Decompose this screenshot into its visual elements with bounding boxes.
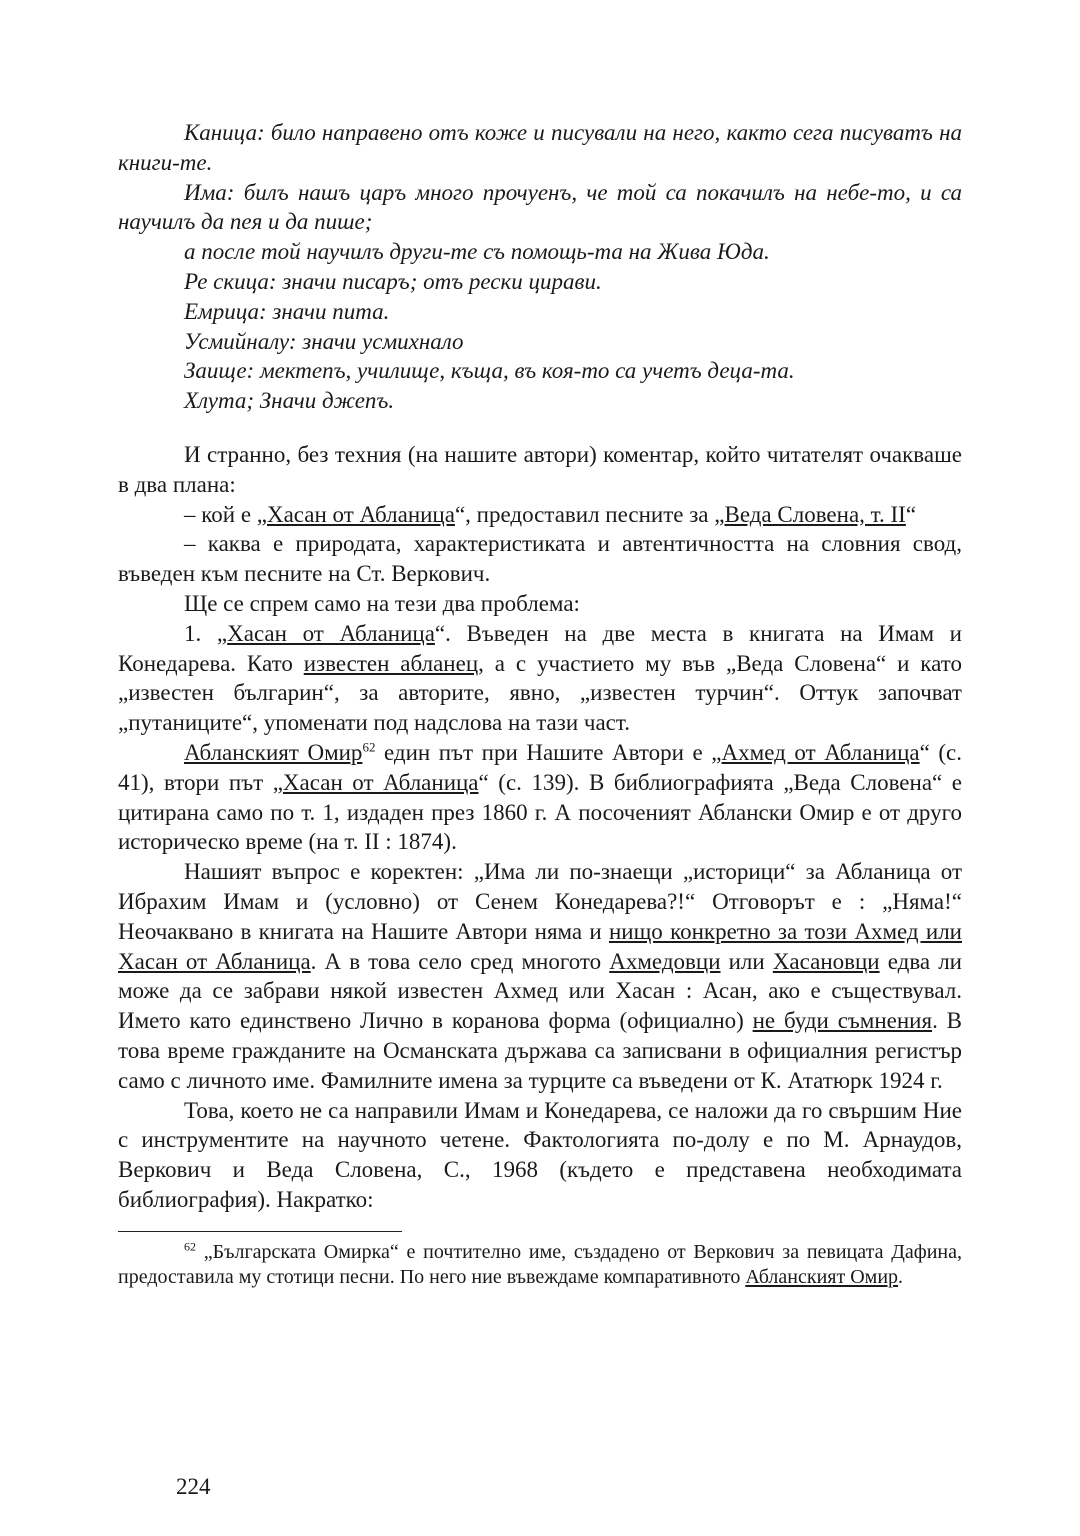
paragraph-two-problems: Ще се спрем само на тези два проблема: (184, 590, 580, 616)
text-run: , а с участието му във „Веда Словена“ и като „известен българин“, за авторите, явно, „известен турчин“. Оттук започват „путаниците“, упоменати под надслова на тази част. (118, 650, 962, 736)
text-run: “ (с. 41), втори път „ (118, 739, 962, 795)
page-number: 224 (176, 1474, 211, 1499)
glossary-continuation: а после той научилъ други-те съ помощь-та на Жива Юда. (184, 239, 770, 265)
underlined-text: Хасановци (772, 948, 880, 974)
text-run: . В това време гражданите на Османската държава са записвани в официалния регистър само с личното име. Фамилните имена за турците са въведени от К. Ататюрк 1924 г. (118, 1008, 962, 1093)
footnote-divider (118, 1231, 402, 1232)
text-block (118, 118, 962, 1290)
underlined-text: Абланският Омир (745, 1265, 899, 1288)
glossary-kanitsa: Каница: било направено отъ коже и писували на него, както сега писуватъ на книги-те. (118, 120, 962, 175)
glossary-ima: Има: билъ нашъ царъ много прочуенъ, че той са покачилъ на небе-то, и са научилъ да пея и да пише; (118, 179, 962, 235)
underlined-text: нищо конкретно за този Ахмед или Хасан от Абланица (118, 918, 962, 974)
underlined-text: Хасан от Абланица (266, 501, 455, 527)
paragraph-question (118, 857, 962, 1095)
text-run: – кой е „ (184, 501, 267, 527)
glossary-emritsa: Емрица: значи пита. (184, 298, 390, 324)
text-run: 1. „ (184, 620, 228, 646)
text-run: един път при Нашите Автори е „ (375, 739, 722, 765)
underlined-text: не буди съмнения (752, 1008, 933, 1034)
text-run: “ (с. 139). В библиографията „Веда Словена“ е цитирана само по т. 1, издаден през 1860 г. А посоченият Аблански Омир е от друго историческо време (на т. II : 1874). (118, 769, 963, 855)
section-gap (118, 416, 962, 440)
text-run: . А в това село сред многото (310, 948, 610, 974)
text-run: Нашият въпрос е коректен: „Има ли по-знаещи „историци“ за Абланица от Ибрахим Имам и (условно) от Сенем Конедарева?!“ Отговорът е : „Няма!“ Неочаквано в книгата на Нашите Автори няма и (118, 859, 962, 944)
paragraph-ablanski-omir (118, 738, 962, 857)
glossary-hluta: Хлута; Значи джепъ. (184, 388, 395, 414)
paragraph-question-1 (118, 500, 962, 530)
paragraph-question-2: – каква е природата, характеристиката и автентичността на словния свод, въведен към песните на Ст. Веркович. (118, 531, 962, 587)
paragraph-summary: Това, което не са направили Имам и Конедарева, се наложи да го свършим Ние с инструментите на научното четене. Фактологията по-долу е по М. Арнаудов, Веркович и Веда Словена, С., 1968 (където е представена необходимата библиография). Накратко: (118, 1097, 962, 1212)
footnote-62 (118, 1240, 962, 1290)
underlined-text: Ахмед от Абланица (721, 739, 920, 765)
text-run: “ (905, 501, 917, 527)
glossary-usmiynalu: Усмийналу: значи усмихнало (184, 328, 464, 354)
underlined-text: Хасан от Абланица (282, 769, 479, 795)
paragraph-intro: И странно, без техния (на нашите автори) коментар, който читателят очакваше в два плана: (118, 441, 962, 497)
text-run: “, предоставил песните за „ (454, 501, 725, 527)
footnote-number: 62 (184, 1239, 196, 1254)
paragraph-problem-1 (118, 619, 962, 738)
underlined-text: Хасан от Абланица (227, 620, 435, 646)
text-run: или (720, 948, 773, 974)
underlined-text: Абланският Омир (184, 739, 363, 765)
footnote-ref[interactable]: 62 (362, 739, 376, 755)
glossary-zaishte: Заище: мектепъ, училище, къща, въ коя-то са учетъ деца-та. (184, 358, 795, 384)
underlined-text: известен абланец (303, 650, 479, 676)
glossary-reskitsa: Ре скица: значи писаръ; отъ рески цирави. (184, 268, 602, 294)
text-run: „Българската Омирка“ е почтително име, създадено от Веркович за певицата Дафина, предоставила му стотици песни. По него ние въвеждаме компаративното (118, 1240, 962, 1288)
underlined-text: Веда Словена, т. II (724, 501, 906, 527)
underlined-text: Ахмедовци (609, 948, 721, 974)
text-run: . (898, 1265, 904, 1288)
text-run: “. Въведен на две места в книгата на Имам и Конедарева. Като (118, 620, 962, 676)
text-run: едва ли може да се забрави някой известен Ахмед или Хасан : Асан, ако е съществувал. Името като единствено Лично в коранова форма (официално) (118, 948, 962, 1034)
